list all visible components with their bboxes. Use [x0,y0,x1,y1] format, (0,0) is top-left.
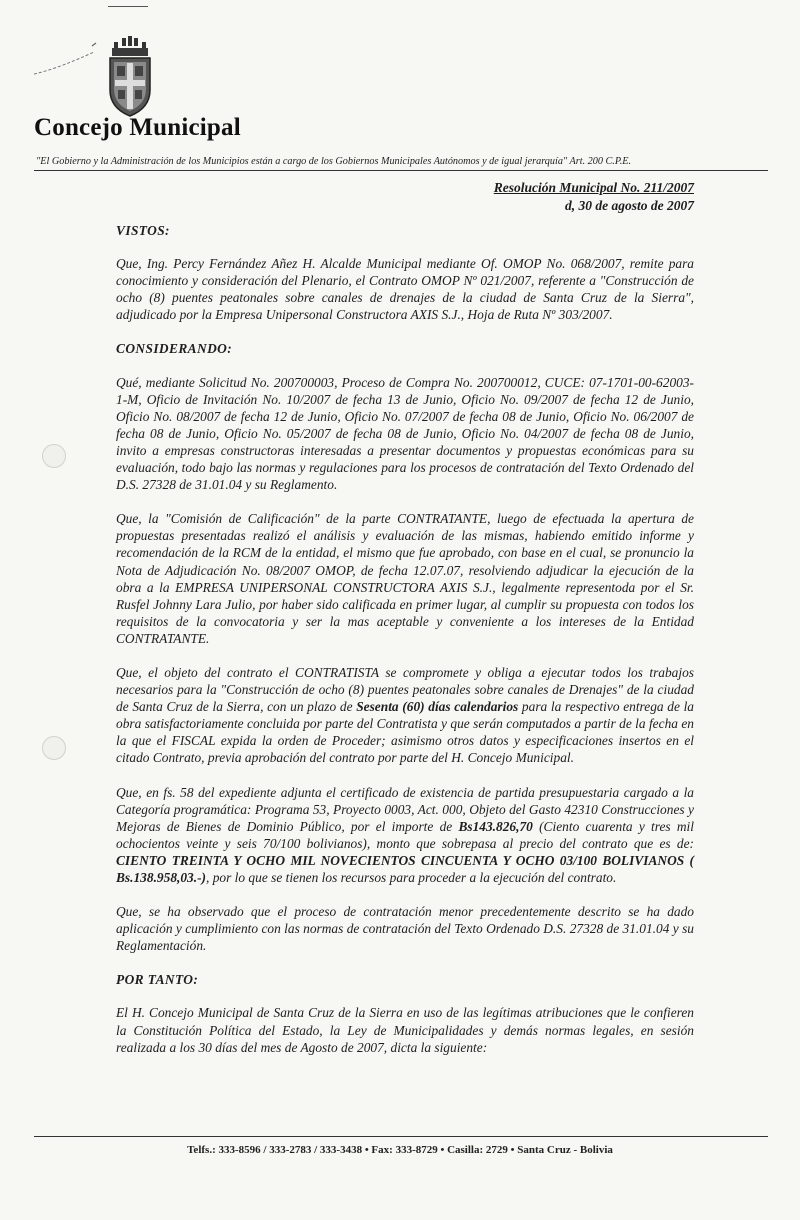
organization-title: Concejo Municipal [34,114,241,141]
footer-divider [34,1136,768,1137]
resolution-number: Resolución Municipal No. 211/2007 [493,180,694,195]
punch-hole [42,444,66,468]
resolution-date: d, 30 de agosto de 2007 [565,198,694,213]
paragraph-considerando-1: Qué, mediante Solicitud No. 200700003, Proceso de Compra No. 200700012, CUCE: 07-1701-00-62003-1-M, Oficio de Invitación No. 10/2007 de fecha 13 de Junio, Oficio No. 09/2007 de fecha 12 de Junio, Oficio No. 08/2007 de fecha 12 de Junio, Oficio No. 07/2007 de fecha 08 de Junio, Oficio No. 06/2007 de fecha 08 de Junio, Oficio No. 05/2007 de fecha 08 de Junio, Oficio No. 04/2007 de fecha 08 de Junio, invito a empresas constructoras interesadas a presentar documentos y propuestas económicas para su evaluación, todo bajo las normas y regulaciones para los procesos de contratación del Texto Ordenado del D.S. 27328 de 31.01.04 y su Reglamento. [116,374,694,493]
scan-mark [108,6,148,7]
resolution-body [116,222,694,1073]
section-heading-considerando: CONSIDERANDO: [116,341,233,357]
paragraph-considerando-5: Que, se ha observado que el proceso de contratación menor precedentemente descrito se ha dado aplicación y cumplimiento con las normas de contratación del Texto Ordenado D.S. 27328 de 31.01.04 y su Reglamentación. [116,904,694,954]
municipal-crest-icon [104,36,156,118]
paragraph-considerando-2: Que, la "Comisión de Calificación" de la parte CONTRATANTE, luego de efectuada la apertura de propuestas presentadas realizó el análisis y evaluación de las mismas, habiendo emitido informe y recomendación de la RCM de la entidad, el mismo que fue aprobado, con base en el cual, se pronuncio la Nota de Adjudicación No. 08/2007 OMOP, de fecha 12.07.07, resolviendo adjudicar la ejecución de la obra a la EMPRESA UNIPERSONAL CONSTRUCTORA AXIS S.J., legalmente representoda por el Sr. Rusfel Johnny Lara Julio, por haber sido calificada en primer lugar, al cumplir su propuesta con todos los requisitos de la convocatoria y ser la mas aceptable y conveniente a los intereses de la Entidad CONTRATANTE. [116,511,694,646]
paragraph-vistos: Que, Ing. Percy Fernández Añez H. Alcalde Municipal mediante Of. OMOP No. 068/2007, remite para conocimiento y consideración del Plenario, el Contrato OMOP Nº 021/2007, referente a "Construcción de ocho (8) puentes peatonales sobre canales de drenajes de la ciudad de Santa Cruz de la Sierra", adjudicado por la Empresa Unipersonal Constructora AXIS S.J., Hoja de Ruta Nº 303/2007. [116,256,694,323]
contact-footer: Telfs.: 333-8596 / 333-2783 / 333-3438 • Fax: 333-8729 • Casilla: 2729 • Santa Cruz - Bolivia [187,1144,613,1156]
paragraph-considerando-3: Que, el objeto del contrato el CONTRATISTA se compromete y obliga a ejecutar todos los trabajos necesarios para la "Construcción de ocho (8) puentes peatonales sobre canales de Drenajes" de la ciudad de Santa Cruz de la Sierra, con un plazo de Sesenta (60) días calendarios para la respectivo entrega de la obra satisfactoriamente concluida por parte del Contratista y que serán computados a partir de la fecha en la que el FISCAL expida la orden de Proceder; asimismo otros datos y especificaciones insertos en el citado Contrato, previa aprobación del contrato por parte del H. Concejo Municipal. [116,664,694,766]
punch-hole [42,736,66,760]
paragraph-considerando-4: Que, en fs. 58 del expediente adjunta el certificado de existencia de partida presupuestaria cargado a la Categoría programática: Programa 53, Proyecto 0003, Act. 000, Objeto del Gasto 42310 Construcciones y Mejoras de Bienes de Dominio Público, por el importe de Bs143.826,70 (Ciento cuarenta y tres mil ochocientos veinte y seis 70/100 bolivianos), monto que sobrepasa al precio del contrato que es de: CIENTO TREINTA Y OCHO MIL NOVECIENTOS CINCUENTA Y OCHO 03/100 BOLIVIANOS ( Bs.138.958,03.-), por lo que se tienen los recursos para proceder a la ejecución del contrato. [116,784,694,885]
section-heading-por-tanto: POR TANTO: [116,972,199,988]
resolution-block [494,180,694,214]
constitutional-motto: "El Gobierno y la Administración de los Municipios están a cargo de los Gobiernos Municipales Autónomos y de igual jerarquía" Art. 200 C.P.E. [36,156,632,167]
section-heading-vistos: VISTOS: [116,223,170,238]
header-divider [34,170,768,171]
paragraph-por-tanto: El H. Concejo Municipal de Santa Cruz de la Sierra en uso de las legítimas atribuciones que le confieren la Constitución Política del Estado, la Ley de Municipalidades y demás normas legales, en sesión realizada a los 30 días del mes de Agosto de 2007, dicta la siguiente: [116,1005,694,1055]
